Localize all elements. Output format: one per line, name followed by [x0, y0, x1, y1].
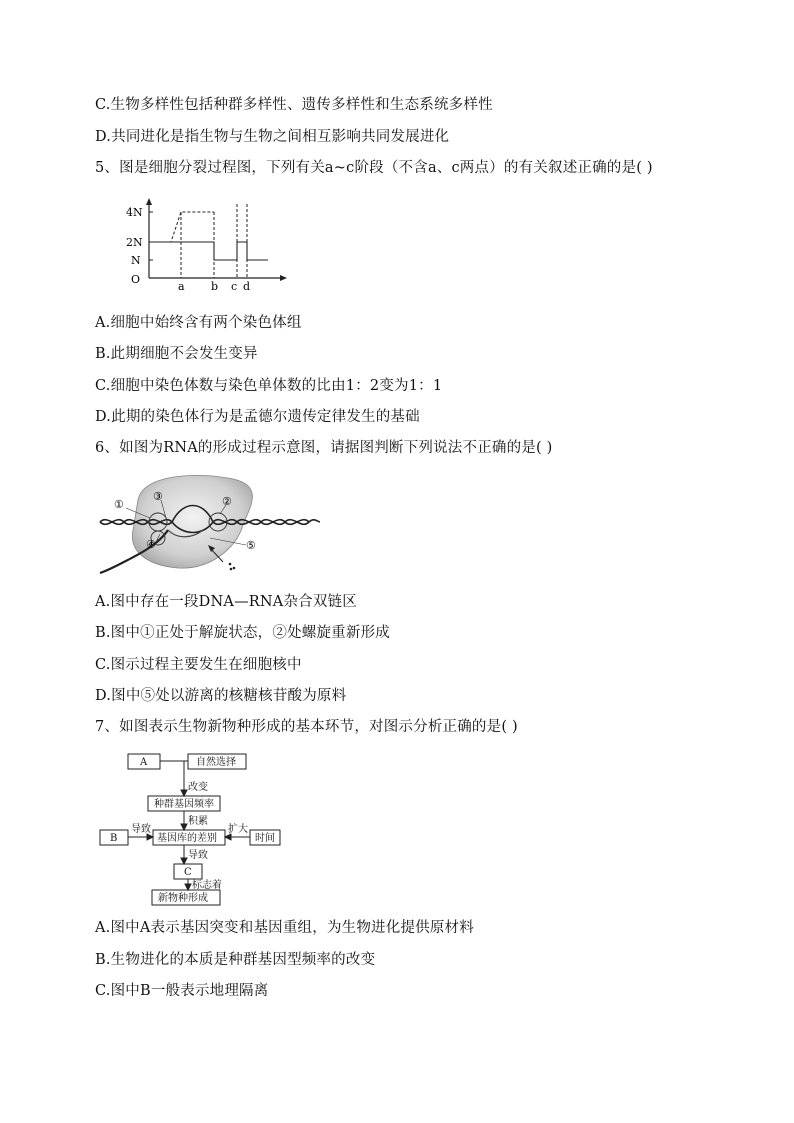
- label-1: ①: [114, 498, 124, 511]
- q7-stem: 7、如图表示生物新物种形成的基本环节，对图示分析正确的是( ): [95, 719, 518, 735]
- q5-option-d: D.此期的染色体行为是孟德尔遗传定律发生的基础: [95, 409, 420, 425]
- label-5: ⑤: [246, 539, 256, 552]
- q7-option-c: C.图中B一般表示地理隔离: [95, 983, 269, 999]
- y-label-n: N: [131, 254, 141, 267]
- lead-down-label: 导致: [188, 850, 208, 861]
- q6-option-b: B.图中①正处于解旋状态，②处螺旋重新形成: [95, 625, 390, 641]
- expand-label: 扩大: [228, 824, 248, 835]
- q6-transcription-figure: [98, 470, 328, 582]
- x-label-b: b: [211, 280, 219, 293]
- box-a-label: A: [140, 757, 148, 768]
- q5-option-b: B.此期细胞不会发生变异: [95, 346, 258, 362]
- box-time-label: 时间: [255, 833, 275, 844]
- lead-left-label: 导致: [131, 824, 151, 835]
- box-gene-pool-label: 基因库的差别: [157, 833, 217, 844]
- box-b-label: B: [110, 833, 118, 844]
- q5-division-graph: [122, 196, 292, 296]
- q5-option-a: A.细胞中始终含有两个染色体组: [95, 315, 302, 331]
- x-label-a: a: [178, 280, 185, 293]
- box-gene-frequency-label: 种群基因频率: [154, 799, 214, 810]
- q6-option-a: A.图中存在一段DNA—RNA杂合双链区: [95, 594, 357, 610]
- label-4: ④: [146, 538, 156, 551]
- q7-speciation-flowchart: [98, 748, 288, 908]
- q5-option-c: C.细胞中染色体数与染色单体数的比由1：2变为1：1: [95, 378, 443, 394]
- y-label-o: O: [131, 273, 141, 286]
- change-label: 改变: [188, 782, 208, 793]
- y-label-4n: 4N: [126, 206, 143, 219]
- q6-option-d: D.图中⑤处以游离的核糖核苷酸为原料: [95, 688, 347, 704]
- box-natural-selection-label: 自然选择: [196, 757, 236, 768]
- x-label-c: c: [231, 280, 238, 293]
- label-3: ③: [153, 490, 163, 503]
- q5-stem: 5、图是细胞分裂过程图，下列有关a~c阶段（不含a、c两点）的有关叙述正确的是( ): [95, 160, 653, 176]
- q7-option-a: A.图中A表示基因突变和基因重组，为生物进化提供原材料: [95, 920, 474, 936]
- q4-option-d: D.共同进化是指生物与生物之间相互影响共同发展进化: [95, 129, 450, 145]
- x-label-d: d: [243, 280, 251, 293]
- y-label-2n: 2N: [126, 236, 143, 249]
- mark-label: 标志着: [192, 880, 222, 891]
- label-2: ②: [222, 495, 232, 508]
- accumulate-label: 积累: [188, 816, 208, 827]
- q4-option-c: C.生物多样性包括种群多样性、遗传多样性和生态系统多样性: [95, 97, 493, 113]
- q6-stem: 6、如图为RNA的形成过程示意图，请据图判断下列说法不正确的是( ): [95, 440, 553, 456]
- q7-option-b: B.生物进化的本质是种群基因型频率的改变: [95, 952, 376, 968]
- box-new-species-label: 新物种形成: [158, 893, 208, 904]
- q6-option-c: C.图示过程主要发生在细胞核中: [95, 657, 302, 673]
- box-c-label: C: [184, 867, 192, 878]
